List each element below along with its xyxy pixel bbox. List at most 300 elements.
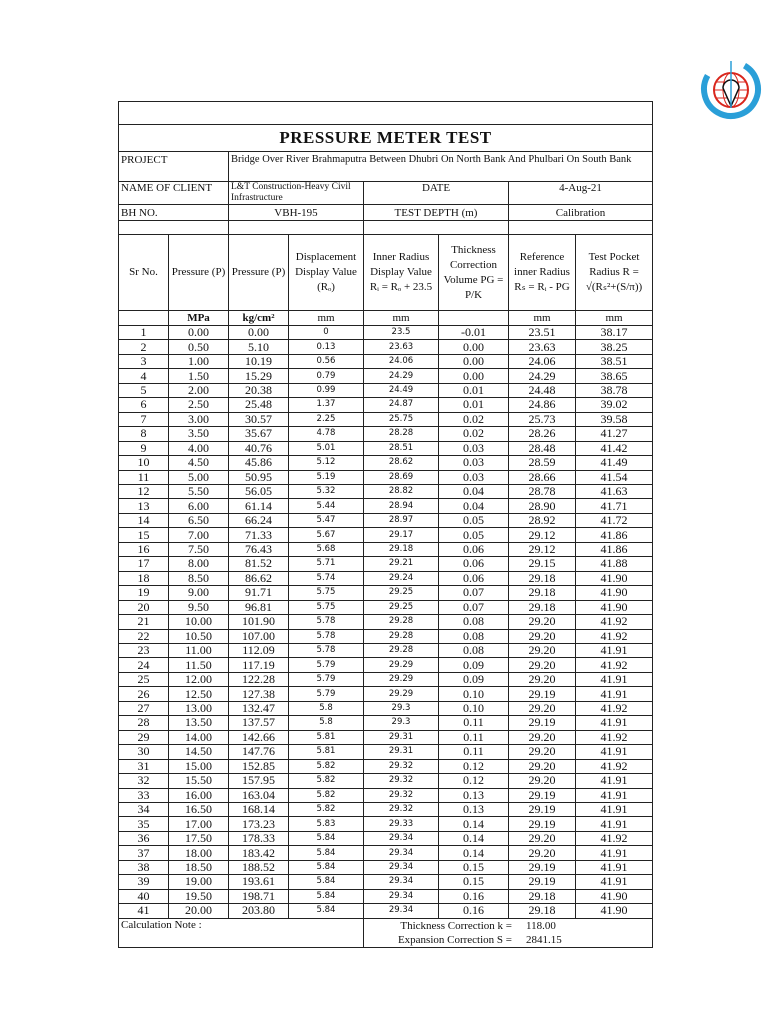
table-row <box>119 398 653 412</box>
table-cell: 38.25 <box>576 340 653 354</box>
table-cell: 5 <box>119 383 169 397</box>
table-row <box>119 860 653 874</box>
table-cell: 13 <box>119 499 169 513</box>
table-cell: 22 <box>119 629 169 643</box>
table-cell: 168.14 <box>229 802 289 816</box>
table-cell: 41.91 <box>576 687 653 701</box>
table-cell: 13.00 <box>169 701 229 715</box>
table-cell: 152.85 <box>229 759 289 773</box>
table-cell: 127.38 <box>229 687 289 701</box>
column-header: Pressure (P) <box>229 235 289 311</box>
pressure-meter-test-sheet <box>118 101 652 948</box>
table-cell: 1 <box>119 326 169 340</box>
table-cell: 0.99 <box>289 383 364 397</box>
table-cell: 2.50 <box>169 398 229 412</box>
table-cell: 3.50 <box>169 427 229 441</box>
table-cell: 29.3 <box>364 701 439 715</box>
table-cell: 10.00 <box>169 615 229 629</box>
table-cell: 61.14 <box>229 499 289 513</box>
table-cell: 5.32 <box>289 484 364 498</box>
table-cell: 0.15 <box>439 875 509 889</box>
table-cell: 28.59 <box>509 456 576 470</box>
table-row <box>119 456 653 470</box>
table-cell: 5.84 <box>289 875 364 889</box>
table-cell: 29.20 <box>509 701 576 715</box>
table-cell: 29.18 <box>509 571 576 585</box>
table-cell: 23.63 <box>509 340 576 354</box>
table-cell: 41.91 <box>576 716 653 730</box>
table-cell: 29.32 <box>364 788 439 802</box>
table-cell: 12 <box>119 484 169 498</box>
table-row <box>119 528 653 542</box>
table-cell: 41.72 <box>576 513 653 527</box>
table-cell: 203.80 <box>229 904 289 918</box>
blank-cell <box>509 221 653 235</box>
table-cell: 0.00 <box>439 340 509 354</box>
calculation-note-values <box>364 918 653 947</box>
table-cell: 41.91 <box>576 846 653 860</box>
table-cell: 163.04 <box>229 788 289 802</box>
depth-label: TEST DEPTH (m) <box>364 205 509 221</box>
table-cell: 0.56 <box>289 354 364 368</box>
table-cell: 38.78 <box>576 383 653 397</box>
table-row <box>119 470 653 484</box>
table-cell: 24 <box>119 658 169 672</box>
project-label: PROJECT <box>119 152 229 182</box>
column-header: Reference inner Radius Rₛ = Rᵢ - PG <box>509 235 576 311</box>
table-cell: 0.05 <box>439 528 509 542</box>
table-cell: 1.50 <box>169 369 229 383</box>
table-row <box>119 701 653 715</box>
table-cell: 29.24 <box>364 571 439 585</box>
bh-label: BH NO. <box>119 205 229 221</box>
table-cell: 30 <box>119 745 169 759</box>
table-row <box>119 774 653 788</box>
table-cell: 38.65 <box>576 369 653 383</box>
table-cell: 29.29 <box>364 658 439 672</box>
table-cell: 28.66 <box>509 470 576 484</box>
table-cell: 4.00 <box>169 441 229 455</box>
table-cell: 5.68 <box>289 542 364 556</box>
table-cell: 5.74 <box>289 571 364 585</box>
table-cell: 0.12 <box>439 774 509 788</box>
table-cell: 3.00 <box>169 412 229 426</box>
table-cell: 25 <box>119 672 169 686</box>
table-cell: 50.95 <box>229 470 289 484</box>
table-cell: 8.50 <box>169 571 229 585</box>
table-cell: 0.10 <box>439 701 509 715</box>
table-cell: 41.86 <box>576 528 653 542</box>
table-cell: 71.33 <box>229 528 289 542</box>
table-row <box>119 643 653 657</box>
table-cell: 0.07 <box>439 600 509 614</box>
table-cell: 29.19 <box>509 817 576 831</box>
client-label: NAME OF CLIENT <box>119 182 229 205</box>
table-cell: 41.90 <box>576 889 653 903</box>
table-cell: 41.71 <box>576 499 653 513</box>
table-cell: 15.00 <box>169 759 229 773</box>
table-cell: 45.86 <box>229 456 289 470</box>
table-cell: 25.75 <box>364 412 439 426</box>
table-cell: 8.00 <box>169 557 229 571</box>
table-cell: 137.57 <box>229 716 289 730</box>
table-cell: 29.32 <box>364 759 439 773</box>
table-cell: 0.05 <box>439 513 509 527</box>
table-cell: 35.67 <box>229 427 289 441</box>
table-row <box>119 889 653 903</box>
table-cell: 0.00 <box>439 354 509 368</box>
table-cell: 29.3 <box>364 716 439 730</box>
table-cell: 29.29 <box>364 687 439 701</box>
column-header: Test Pocket Radius R = √(Rₛ²+(S/π)) <box>576 235 653 311</box>
depth-value: Calibration <box>509 205 653 221</box>
table-cell: 26 <box>119 687 169 701</box>
table-cell: 10 <box>119 456 169 470</box>
table-cell: 41.91 <box>576 672 653 686</box>
table-cell: 0.00 <box>229 326 289 340</box>
table-cell: 41.91 <box>576 788 653 802</box>
table-cell: 0.01 <box>439 383 509 397</box>
table-cell: 29.28 <box>364 615 439 629</box>
table-row <box>119 383 653 397</box>
table-cell: 9.50 <box>169 600 229 614</box>
table-cell: 5.84 <box>289 846 364 860</box>
table-cell: 41.90 <box>576 571 653 585</box>
table-cell: 5.78 <box>289 629 364 643</box>
table-cell: 0.11 <box>439 716 509 730</box>
table-cell: 29.20 <box>509 730 576 744</box>
table-row <box>119 716 653 730</box>
table-cell: 5.44 <box>289 499 364 513</box>
table-cell: 0.06 <box>439 571 509 585</box>
table-cell: 29.33 <box>364 817 439 831</box>
table-cell: 24.29 <box>364 369 439 383</box>
table-cell: 5.84 <box>289 831 364 845</box>
table-cell: 4.50 <box>169 456 229 470</box>
table-cell: 38.51 <box>576 354 653 368</box>
table-cell: 5.79 <box>289 658 364 672</box>
column-header-row <box>119 235 653 311</box>
table-row <box>119 875 653 889</box>
table-cell: 0.02 <box>439 427 509 441</box>
table-cell: 0.00 <box>169 326 229 340</box>
table-cell: 1.00 <box>169 354 229 368</box>
table-cell: 11.50 <box>169 658 229 672</box>
column-header: Inner Radius Display Value Rᵢ = Rₒ + 23.5 <box>364 235 439 311</box>
table-cell: 28.69 <box>364 470 439 484</box>
table-cell: 0.03 <box>439 441 509 455</box>
table-cell: 17.50 <box>169 831 229 845</box>
table-cell: 29.34 <box>364 875 439 889</box>
table-cell: 29.25 <box>364 586 439 600</box>
table-cell: 6 <box>119 398 169 412</box>
table-cell: 40.76 <box>229 441 289 455</box>
table-cell: 7.00 <box>169 528 229 542</box>
table-cell: 28.92 <box>509 513 576 527</box>
table-cell: 0.03 <box>439 456 509 470</box>
blank-cell <box>364 221 509 235</box>
table-cell: 33 <box>119 788 169 802</box>
table-cell: 0.11 <box>439 730 509 744</box>
table-cell: 0.00 <box>439 369 509 383</box>
thickness-correction-label: Thickness Correction k = <box>400 919 512 932</box>
table-cell: 132.47 <box>229 701 289 715</box>
table-cell: 14.00 <box>169 730 229 744</box>
expansion-correction-value: 2841.15 <box>526 933 562 946</box>
table-cell: 28.97 <box>364 513 439 527</box>
column-unit: kg/cm² <box>229 311 289 326</box>
table-cell: 5.12 <box>289 456 364 470</box>
table-cell: 25.73 <box>509 412 576 426</box>
table-cell: 15.50 <box>169 774 229 788</box>
table-cell: 29.18 <box>509 904 576 918</box>
table-cell: 96.81 <box>229 600 289 614</box>
table-row <box>119 326 653 340</box>
table-cell: 0.04 <box>439 484 509 498</box>
table-cell: 29.20 <box>509 846 576 860</box>
table-cell: 13.50 <box>169 716 229 730</box>
table-cell: 86.62 <box>229 571 289 585</box>
table-cell: 29.28 <box>364 643 439 657</box>
table-cell: 29.19 <box>509 802 576 816</box>
table-row <box>119 586 653 600</box>
table-cell: 5.01 <box>289 441 364 455</box>
table-row <box>119 340 653 354</box>
table-cell: 0.50 <box>169 340 229 354</box>
table-cell: 37 <box>119 846 169 860</box>
table-cell: 23 <box>119 643 169 657</box>
table-cell: 5.50 <box>169 484 229 498</box>
table-cell: 25.48 <box>229 398 289 412</box>
table-cell: 4.78 <box>289 427 364 441</box>
table-cell: 31 <box>119 759 169 773</box>
table-cell: 12.00 <box>169 672 229 686</box>
calculation-note-label: Calculation Note : <box>119 918 364 947</box>
table-cell: 41.91 <box>576 860 653 874</box>
table-cell: 29.32 <box>364 802 439 816</box>
table-cell: 39.02 <box>576 398 653 412</box>
table-cell: 20.00 <box>169 904 229 918</box>
table-cell: 0.08 <box>439 615 509 629</box>
table-cell: 30.57 <box>229 412 289 426</box>
table-cell: 17.00 <box>169 817 229 831</box>
table-cell: 29.34 <box>364 846 439 860</box>
table-cell: 5.82 <box>289 788 364 802</box>
table-row <box>119 484 653 498</box>
table-cell: 28.26 <box>509 427 576 441</box>
table-cell: 2.00 <box>169 383 229 397</box>
table-cell: 0.16 <box>439 889 509 903</box>
table-cell: 5.00 <box>169 470 229 484</box>
table-row <box>119 817 653 831</box>
table-row <box>119 571 653 585</box>
table-cell: 29.19 <box>509 875 576 889</box>
table-cell: 29.19 <box>509 860 576 874</box>
table-cell: 41.90 <box>576 586 653 600</box>
table-cell: 178.33 <box>229 831 289 845</box>
table-cell: 17 <box>119 557 169 571</box>
table-cell: 29.19 <box>509 687 576 701</box>
table-cell: 5.8 <box>289 716 364 730</box>
table-cell: 41.92 <box>576 658 653 672</box>
table-cell: 5.78 <box>289 615 364 629</box>
table-cell: 5.71 <box>289 557 364 571</box>
table-cell: 41.90 <box>576 600 653 614</box>
table-cell: 14 <box>119 513 169 527</box>
table-cell: 29.15 <box>509 557 576 571</box>
table-cell: 183.42 <box>229 846 289 860</box>
table-cell: 39.58 <box>576 412 653 426</box>
blank-cell <box>119 221 229 235</box>
table-cell: 32 <box>119 774 169 788</box>
table-cell: 5.81 <box>289 730 364 744</box>
table-cell: 5.75 <box>289 586 364 600</box>
table-cell: 6.50 <box>169 513 229 527</box>
table-row <box>119 658 653 672</box>
table-cell: 193.61 <box>229 875 289 889</box>
table-cell: 117.19 <box>229 658 289 672</box>
column-header: Displacement Display Value (Rₒ) <box>289 235 364 311</box>
table-row <box>119 369 653 383</box>
column-unit: MPa <box>169 311 229 326</box>
table-cell: 29.34 <box>364 904 439 918</box>
table-cell: 16.50 <box>169 802 229 816</box>
thickness-correction-value: 118.00 <box>526 919 556 932</box>
table-cell: 29.19 <box>509 788 576 802</box>
table-cell: 0 <box>289 326 364 340</box>
table-cell: 28.48 <box>509 441 576 455</box>
table-cell: 29.25 <box>364 600 439 614</box>
table-cell: 29.18 <box>509 586 576 600</box>
table-cell: 41.91 <box>576 802 653 816</box>
table-cell: 41.27 <box>576 427 653 441</box>
column-unit: mm <box>509 311 576 326</box>
table-cell: 29.31 <box>364 730 439 744</box>
table-cell: 36 <box>119 831 169 845</box>
table-cell: 15.29 <box>229 369 289 383</box>
table-cell: 19.50 <box>169 889 229 903</box>
table-cell: 5.19 <box>289 470 364 484</box>
table-cell: 29.18 <box>364 542 439 556</box>
table-cell: 29.12 <box>509 542 576 556</box>
table-cell: 5.81 <box>289 745 364 759</box>
table-cell: 6.00 <box>169 499 229 513</box>
table-cell: 0.01 <box>439 398 509 412</box>
table-cell: 38 <box>119 860 169 874</box>
table-cell: 21 <box>119 615 169 629</box>
table-row <box>119 542 653 556</box>
table-cell: 29.20 <box>509 672 576 686</box>
test-table <box>118 101 653 948</box>
table-cell: 0.06 <box>439 542 509 556</box>
column-unit <box>439 311 509 326</box>
table-cell: 29.29 <box>364 672 439 686</box>
table-cell: 0.13 <box>439 802 509 816</box>
table-cell: 41.86 <box>576 542 653 556</box>
table-cell: 1.37 <box>289 398 364 412</box>
table-cell: 0.09 <box>439 658 509 672</box>
table-cell: 29.20 <box>509 629 576 643</box>
table-cell: 18.50 <box>169 860 229 874</box>
table-cell: 0.13 <box>439 788 509 802</box>
table-row <box>119 441 653 455</box>
table-cell: 157.95 <box>229 774 289 788</box>
table-cell: 2.25 <box>289 412 364 426</box>
table-cell: 28.82 <box>364 484 439 498</box>
table-cell: 29.18 <box>509 600 576 614</box>
table-cell: 23.51 <box>509 326 576 340</box>
table-cell: 5.82 <box>289 802 364 816</box>
table-cell: 9 <box>119 441 169 455</box>
table-cell: 0.14 <box>439 831 509 845</box>
table-cell: 40 <box>119 889 169 903</box>
table-cell: 24.86 <box>509 398 576 412</box>
table-row <box>119 904 653 918</box>
table-cell: 24.48 <box>509 383 576 397</box>
table-cell: 0.02 <box>439 412 509 426</box>
blank-top-row <box>119 102 653 125</box>
table-cell: 19.00 <box>169 875 229 889</box>
table-cell: 41.54 <box>576 470 653 484</box>
table-cell: 188.52 <box>229 860 289 874</box>
table-cell: 142.66 <box>229 730 289 744</box>
table-cell: 19 <box>119 586 169 600</box>
table-cell: 24.87 <box>364 398 439 412</box>
table-cell: 41.91 <box>576 745 653 759</box>
table-cell: 41.42 <box>576 441 653 455</box>
table-row <box>119 802 653 816</box>
table-cell: 41.91 <box>576 643 653 657</box>
table-cell: 41.91 <box>576 774 653 788</box>
table-cell: 5.84 <box>289 860 364 874</box>
table-cell: 28.94 <box>364 499 439 513</box>
table-cell: 27 <box>119 701 169 715</box>
table-cell: 29.20 <box>509 774 576 788</box>
blank-cell <box>229 221 364 235</box>
table-row <box>119 615 653 629</box>
table-cell: 41.63 <box>576 484 653 498</box>
table-cell: 101.90 <box>229 615 289 629</box>
table-cell: 29.20 <box>509 658 576 672</box>
table-cell: 28.78 <box>509 484 576 498</box>
table-cell: 29.34 <box>364 860 439 874</box>
table-cell: 5.75 <box>289 600 364 614</box>
table-cell: 0.06 <box>439 557 509 571</box>
table-cell: 5.10 <box>229 340 289 354</box>
table-row <box>119 759 653 773</box>
table-cell: 112.09 <box>229 643 289 657</box>
table-cell: 10.19 <box>229 354 289 368</box>
table-cell: 5.84 <box>289 904 364 918</box>
expansion-correction-label: Expansion Correction S = <box>397 933 512 946</box>
client-value: L&T Construction-Heavy Civil Infrastructure <box>229 182 364 205</box>
table-row <box>119 412 653 426</box>
table-cell: 0.08 <box>439 629 509 643</box>
table-cell: 29.20 <box>509 643 576 657</box>
table-cell: 0.07 <box>439 586 509 600</box>
table-cell: 0.10 <box>439 687 509 701</box>
table-cell: 0.11 <box>439 745 509 759</box>
table-cell: 7.50 <box>169 542 229 556</box>
table-cell: 35 <box>119 817 169 831</box>
table-cell: 18.00 <box>169 846 229 860</box>
table-cell: 28.62 <box>364 456 439 470</box>
table-cell: 29.20 <box>509 759 576 773</box>
column-unit: mm <box>364 311 439 326</box>
table-row <box>119 745 653 759</box>
column-header: Thickness Correction Volume PG = P/K <box>439 235 509 311</box>
table-cell: 11.00 <box>169 643 229 657</box>
